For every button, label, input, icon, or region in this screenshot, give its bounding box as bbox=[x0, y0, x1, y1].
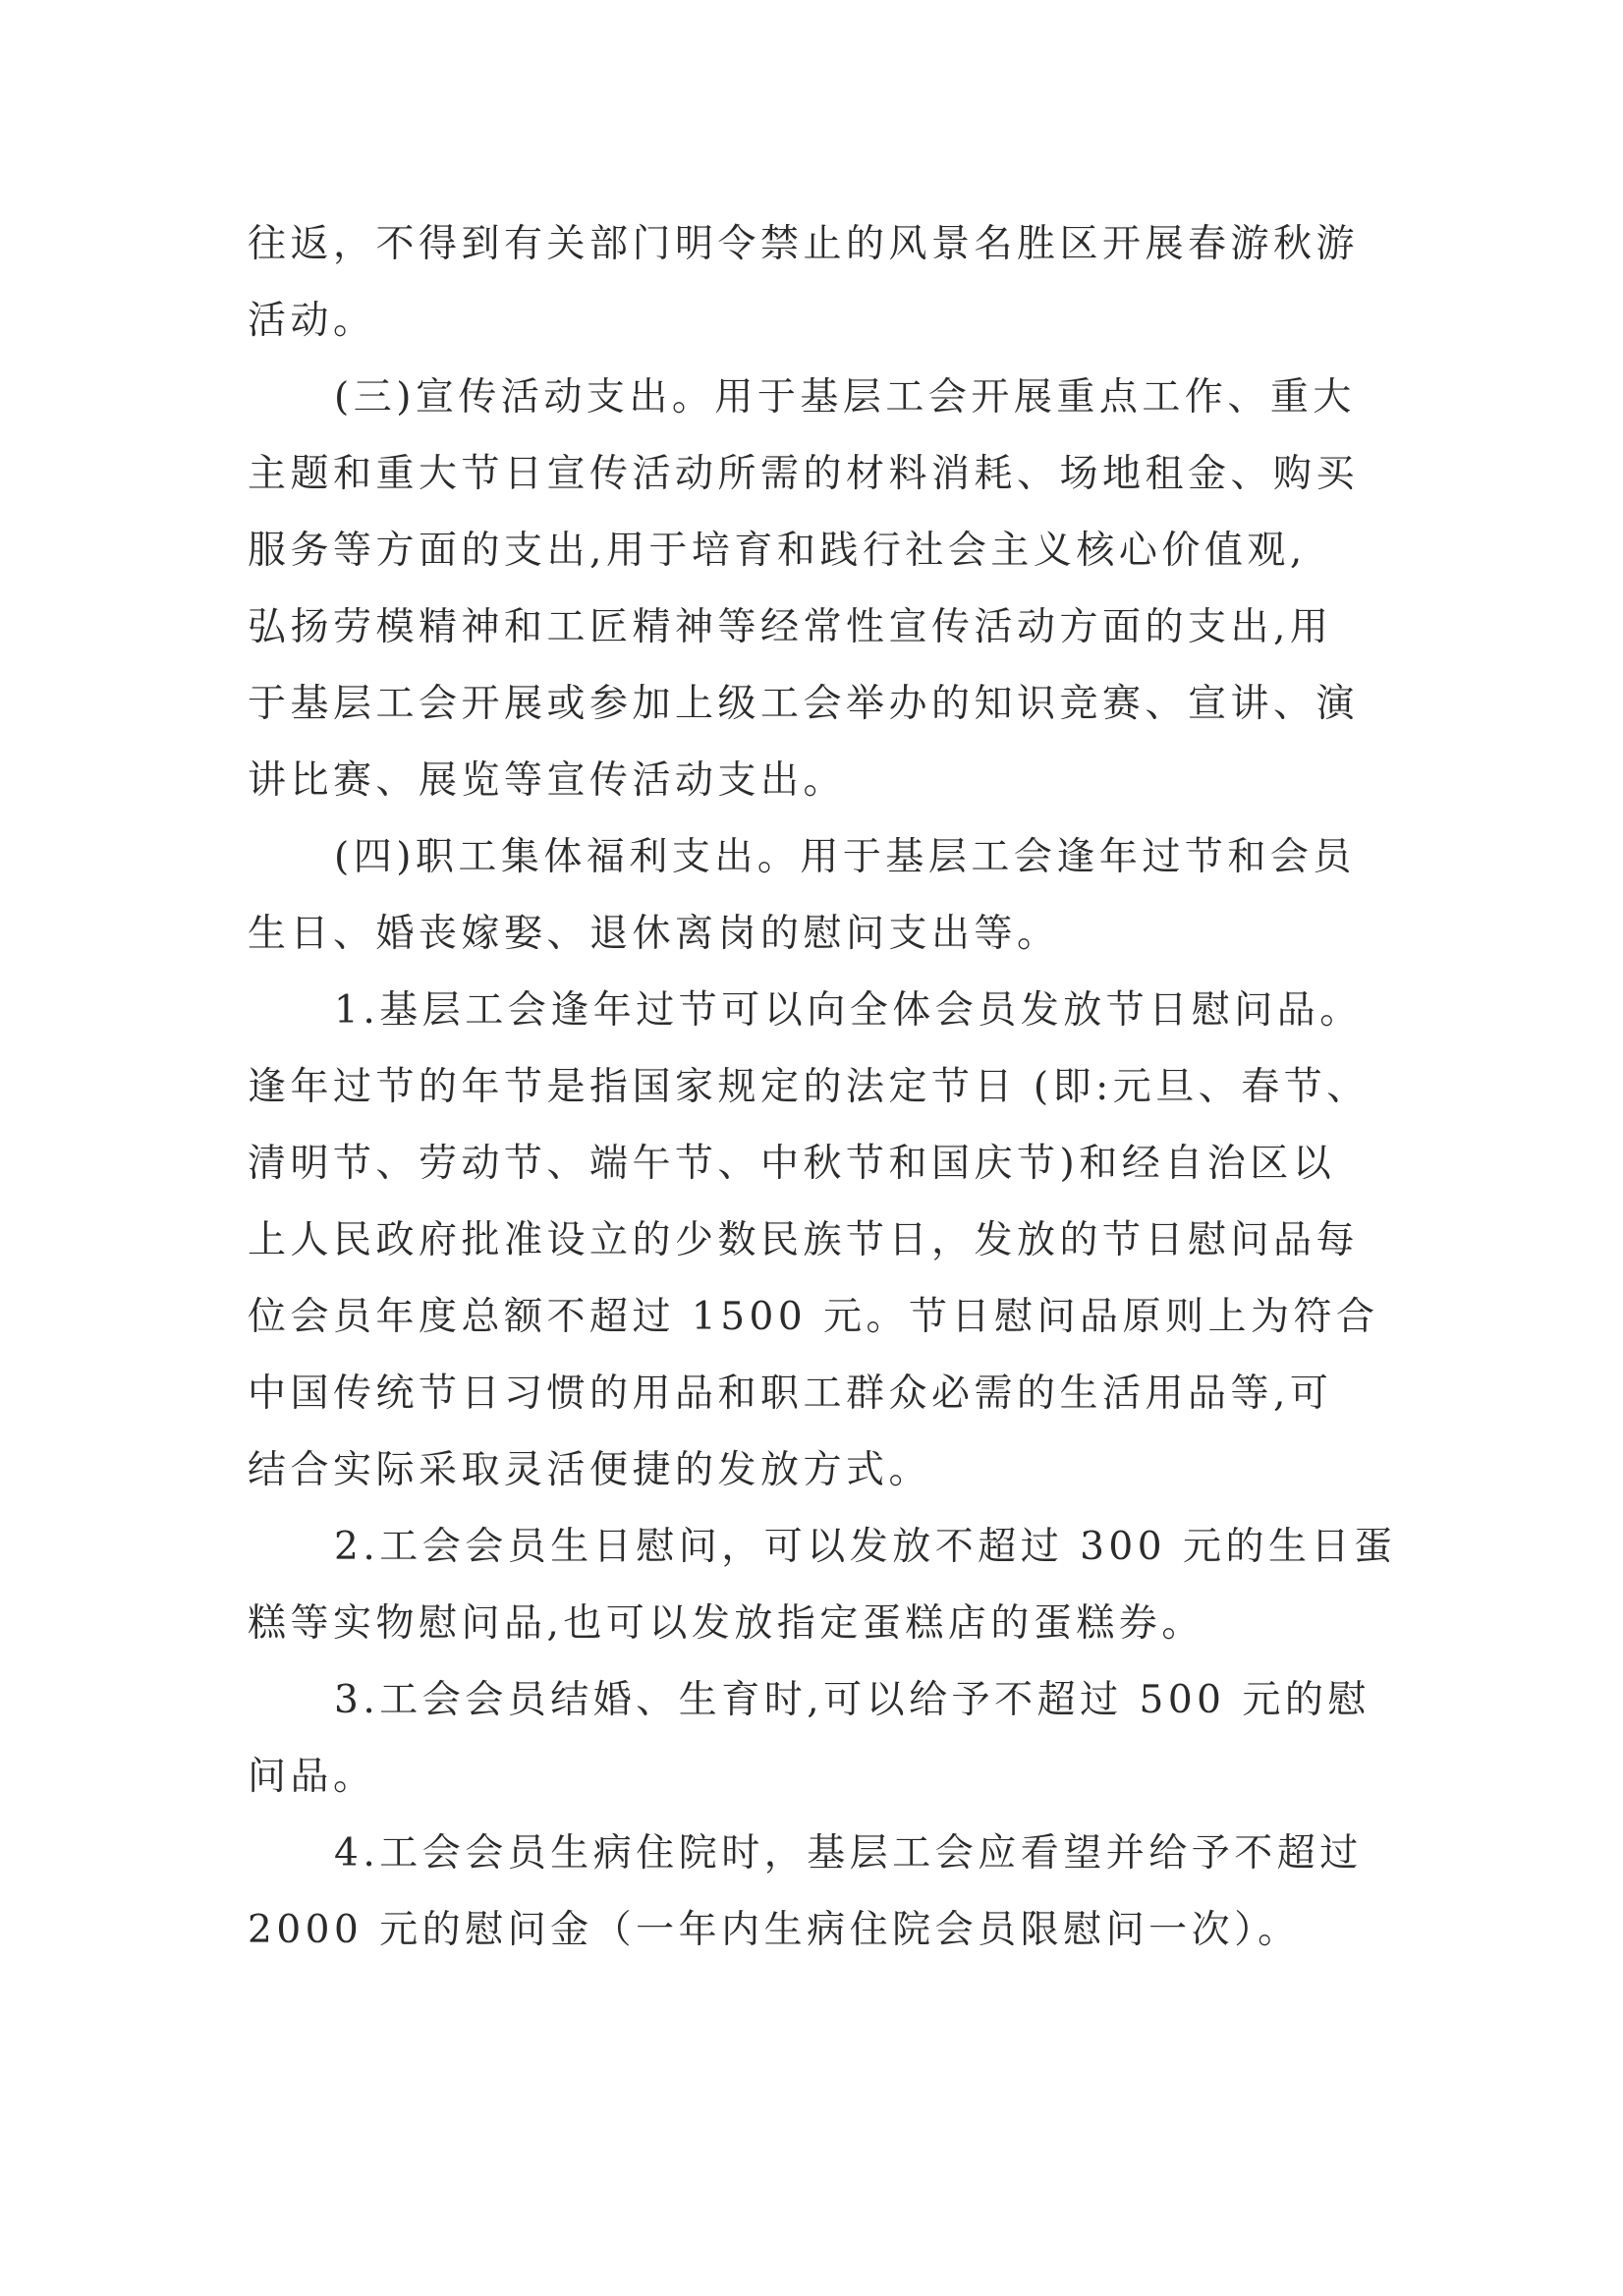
text-line: 结合实际采取灵活便捷的发放方式。 bbox=[248, 1448, 932, 1492]
text-line: 清明节、劳动节、端午节、中秋节和国庆节)和经自治区以 bbox=[248, 1142, 1336, 1186]
text-line: 4.工会会员生病住院时，基层工会应看望并给予不超过 bbox=[334, 1831, 1363, 1876]
text-line: 问品。 bbox=[248, 1755, 376, 1799]
text-line: 中国传统节日习惯的用品和职工群众必需的生活用品等,可 bbox=[248, 1372, 1333, 1416]
text-line: 2.工会会员生日慰问，可以发放不超过 300 元的生日蛋 bbox=[334, 1525, 1397, 1569]
text-line: 往返，不得到有关部门明令禁止的风景名胜区开展春游秋游 bbox=[248, 222, 1360, 266]
document-body bbox=[248, 206, 1397, 1969]
text-line: 2000 元的慰问金（一年内生病住院会员限慰问一次）。 bbox=[248, 1908, 1301, 1952]
text-line: 于基层工会开展或参加上级工会举办的知识竞赛、宣讲、演 bbox=[248, 682, 1360, 726]
text-line: 逢年过节的年节是指国家规定的法定节日 (即:元旦、春节、 bbox=[248, 1065, 1370, 1109]
text-line: 服务等方面的支出,用于培育和践行社会主义核心价值观, bbox=[248, 529, 1307, 573]
text-line: 上人民政府批准设立的少数民族节日，发放的节日慰问品每 bbox=[248, 1218, 1360, 1262]
text-line: 弘扬劳模精神和工匠精神等经常性宣传活动方面的支出,用 bbox=[248, 605, 1333, 649]
text-line: 生日、婚丧嫁娶、退休离岗的慰问支出等。 bbox=[248, 912, 1060, 956]
text-line: 主题和重大节日宣传活动所需的材料消耗、场地租金、购买 bbox=[248, 452, 1360, 496]
text-line: 讲比赛、展览等宣传活动支出。 bbox=[248, 758, 847, 803]
text-line: (三)宣传活动支出。用于基层工会开展重点工作、重大 bbox=[334, 375, 1356, 420]
text-line: 位会员年度总额不超过 1500 元。节日慰问品原则上为符合 bbox=[248, 1295, 1379, 1339]
text-line: (四)职工集体福利支出。用于基层工会逢年过节和会员 bbox=[334, 835, 1356, 879]
text-line: 糕等实物慰问品,也可以发放指定蛋糕店的蛋糕券。 bbox=[248, 1601, 1204, 1646]
text-line: 3.工会会员结婚、生育时,可以给予不超过 500 元的慰 bbox=[334, 1678, 1371, 1722]
text-line: 活动。 bbox=[248, 299, 376, 343]
text-line: 1.基层工会逢年过节可以向全体会员发放节日慰问品。 bbox=[334, 988, 1363, 1033]
